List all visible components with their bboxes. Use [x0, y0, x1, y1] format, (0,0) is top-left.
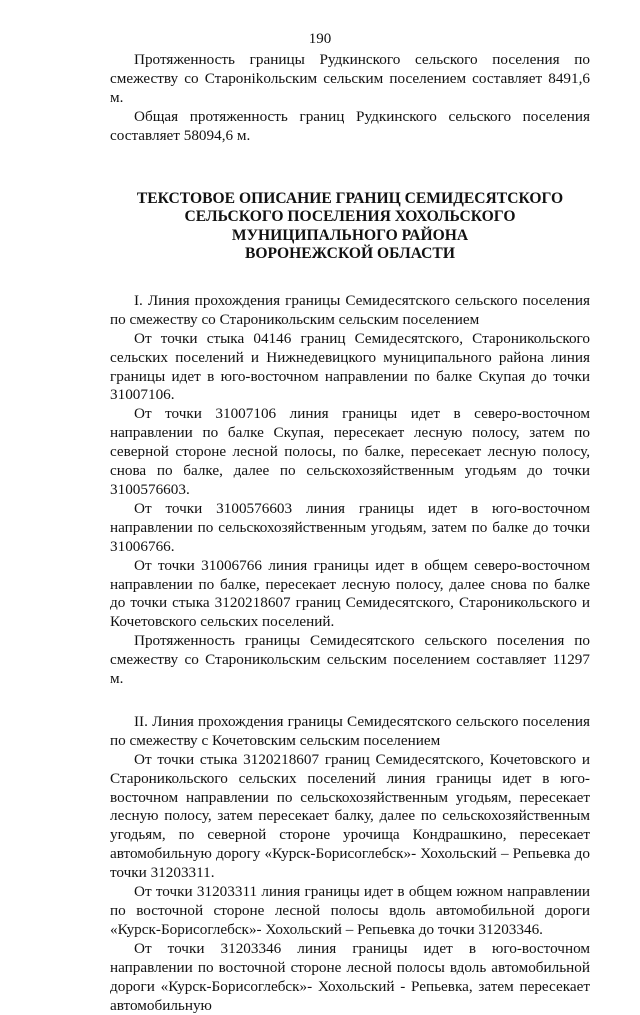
intro-paragraph-1: Протяженность границы Рудкинского сельского поселения по смежеству со Старонikольским сельским поселением составляет 8491,6 м. — [110, 51, 590, 106]
title-line-4: ВОРОНЕЖСКОЙ ОБЛАСТИ — [245, 245, 455, 263]
section-2-paragraph-1: От точки стыка 3120218607 границ Семидесятского, Кочетовского и Староникольского сельских поселений линия границы идет в юго-восточном направлении по сельскохозяйственным угодьям, пересекает лесную полосу, затем пересекает балку, далее по сельскохозяйственным угодьям, по северной стороне урочища Кондрашкино, пересекает автомобильную дорогу «Курск-Борисоглебск»- Хохольский – Репьевка до точки 31203311. — [110, 750, 590, 882]
section-1-paragraph-1: От точки стыка 04146 границ Семидесятского, Староникольского сельских поселений и Нижнедевицкого муниципального района линия границы идет в юго-восточном направлении по балке Скупая до точки 31007106. — [110, 329, 590, 404]
section-1-paragraph-3: От точки 3100576603 линия границы идет в юго-восточном направлении по сельскохозяйственным угодьям, затем по балке до точки 31006766. — [110, 499, 590, 555]
spacer — [110, 264, 590, 292]
title-line-3: МУНИЦИПАЛЬНОГО РАЙОНА — [231, 226, 469, 244]
page-content — [110, 51, 590, 1015]
section-2-paragraph-2: От точки 31203311 линия границы идет в общем южном направлении по восточной стороне лесной полосы вдоль автомобильной дороги «Курск-Борисоглебск»- Хохольский – Репьевка до точки 31203346. — [110, 883, 590, 938]
section-1-paragraph-4: От точки 31006766 линия границы идет в общем северо-восточном направлении по балке, пересекает лесную полосу, далее снова по балке до точки стыка 3120218607 границ Семидесятского, Староникольского и Кочетовского сельских поселений. — [110, 556, 590, 631]
section-1-heading: I. Линия прохождения границы Семидесятского сельского поселения по смежеству со Староникольским сельским поселением — [110, 291, 590, 328]
section-1-paragraph-5: Протяженность границы Семидесятского сельского поселения по смежеству со Староникольским сельским поселением составляет 11297 м. — [110, 632, 590, 688]
section-2-heading: II. Линия прохождения границы Семидесятского сельского поселения по смежеству с Кочетовским сельским поселением — [110, 712, 590, 749]
section-gap — [110, 689, 590, 713]
section-2-paragraph-3: От точки 31203346 линия границы идет в юго-восточном направлении по восточной стороне лесной полосы вдоль автомобильной дороги «Курск-Борисоглебск»- Хохольский - Репьевка, затем пересекает автомобильную — [110, 939, 590, 1014]
intro-paragraph-2: Общая протяженность границ Рудкинского сельского поселения составляет 58094,6 м. — [110, 107, 590, 144]
title-line-1: ТЕКСТОВОЕ ОПИСАНИЕ ГРАНИЦ СЕМИДЕСЯТСКОГО — [136, 189, 564, 207]
title-line-2: СЕЛЬСКОГО ПОСЕЛЕНИЯ ХОХОЛЬСКОГО — [184, 208, 516, 226]
section-1-paragraph-2: От точки 31007106 линия границы идет в северо-восточном направлении по балке Скупая, пересекает лесную полосу, затем по северной стороне лесной полосы, по балке, пересекает лесную полосу, снова по балке, далее по сельскохозяйственным угодьям до точки 3100576603. — [110, 405, 590, 498]
document-title — [110, 190, 590, 264]
page-number: 190 — [308, 31, 332, 47]
